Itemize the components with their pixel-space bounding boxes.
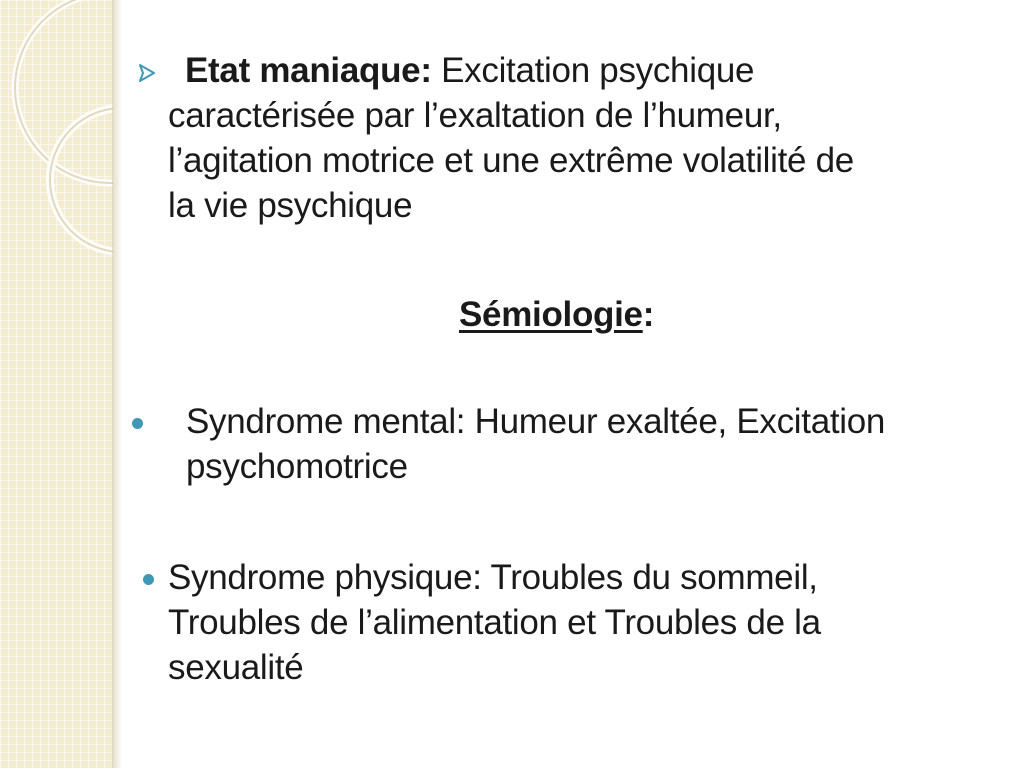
heading-colon: : bbox=[642, 295, 655, 334]
item1-text-line: la vie psychique bbox=[168, 186, 413, 225]
item3-text-line: Troubles de l’alimentation et Troubles de la bbox=[168, 603, 821, 642]
arrow-bullet-icon bbox=[137, 63, 157, 83]
item1-line1 bbox=[185, 48, 754, 93]
item2-text-line: Syndrome mental: Humeur exaltée, Excitation bbox=[186, 402, 886, 441]
item1-text-line: caractérisée par l’exaltation de l’humeur, bbox=[168, 96, 782, 135]
item1-text-line: Excitation psychique bbox=[441, 51, 755, 90]
dot-bullet-icon bbox=[143, 574, 154, 585]
section-heading bbox=[459, 292, 654, 337]
item3-text-line: Syndrome physique: Troubles du sommeil, bbox=[168, 558, 818, 597]
item1-term: Etat maniaque: bbox=[185, 51, 432, 90]
item3-text-line: sexualité bbox=[168, 648, 304, 687]
dot-bullet-icon bbox=[132, 418, 143, 429]
item1-text-line: l’agitation motrice et une extrême volatilité de bbox=[168, 141, 854, 180]
heading-text: Sémiologie bbox=[459, 295, 643, 334]
item2-text-line: psychomotrice bbox=[186, 447, 408, 486]
